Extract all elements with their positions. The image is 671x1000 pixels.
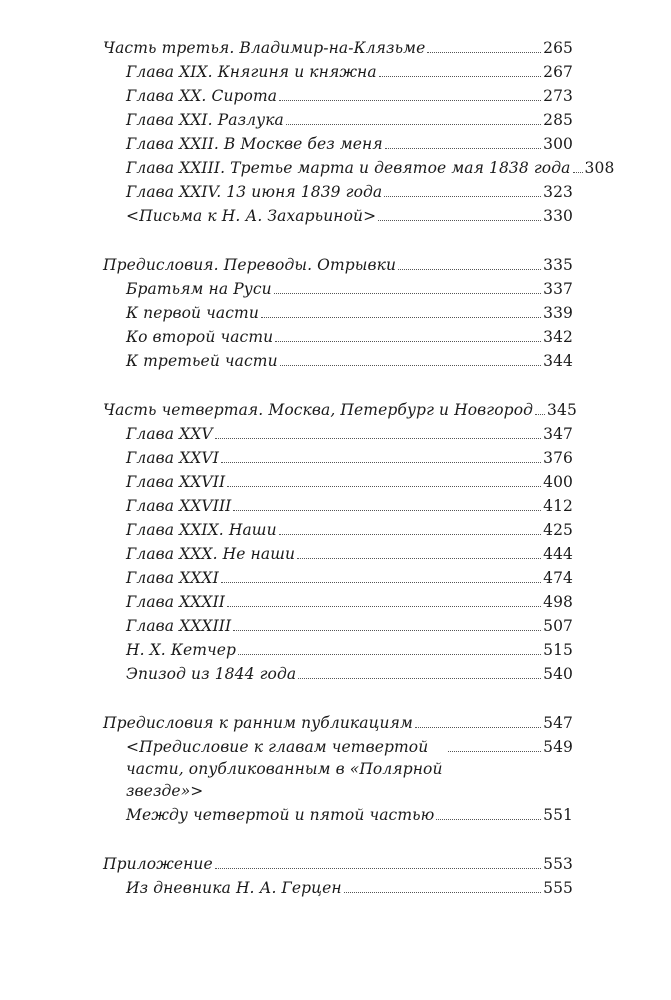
toc-page-number: 412 [543,497,573,515]
toc-entry [103,470,573,494]
dot-leader [215,868,541,869]
toc-entry [103,349,573,373]
toc-page-number: 330 [543,207,573,225]
toc-entry [103,108,573,132]
dot-leader [233,510,541,511]
toc-page-number: 337 [543,280,573,298]
dot-leader [297,558,541,559]
toc-section [103,852,573,900]
toc-page-number: 273 [543,87,573,105]
dot-leader [221,582,541,583]
toc-entry [103,566,573,590]
toc-entry-title: Глава XXIII. Третье марта и девятое мая 1838 года [126,159,571,177]
toc-page-number: 345 [547,401,577,419]
toc-section-heading [103,36,573,60]
dot-leader [280,365,541,366]
toc-page-number: 308 [584,159,615,177]
toc-page-number: 335 [543,256,573,274]
toc-entry-title: Глава XXX. Не наши [126,545,296,563]
toc-entry-title: Глава XXXI [126,569,219,587]
dot-leader [385,148,541,149]
toc-entry-title: Глава XXIX. Наши [126,521,277,539]
toc-entry [103,325,573,349]
toc-entry-title: Глава XXI. Разлука [126,111,284,129]
toc-page-number: 347 [543,425,573,443]
dot-leader [286,124,541,125]
toc-entry [103,803,573,827]
dot-leader [427,52,541,53]
toc-entry-title: Предисловия. Переводы. Отрывки [103,256,397,274]
toc-entry [103,132,573,156]
dot-leader [233,630,541,631]
toc-page-number: 553 [543,855,573,873]
dot-leader [261,317,541,318]
toc-page-number: 540 [543,665,573,683]
dot-leader [535,414,545,415]
toc-page-number: 507 [543,617,573,635]
toc-page-number: 474 [543,569,573,587]
toc-entry-title: Братьям на Руси [126,280,272,298]
toc-entry-title: Глава XIX. Княгиня и княжна [126,63,377,81]
toc-entry-title: Предисловия к ранним публикациям [103,714,413,732]
dot-leader [227,486,541,487]
toc-entry [103,638,573,662]
toc-page-number: 555 [543,879,573,897]
dot-leader [379,76,541,77]
dot-leader [279,100,541,101]
dot-leader [227,606,541,607]
dot-leader [398,269,541,270]
toc-entry-title: <Предисловие к главам четвертой части, опубликованным в «Полярной звезде»> [126,738,443,800]
toc-page-number: 267 [543,63,573,81]
toc-entry [103,156,615,180]
toc-page-number: 344 [543,352,573,370]
dot-leader [215,438,541,439]
toc-page-number: 339 [543,304,573,322]
toc-entry-title: Глава XXIV. 13 июня 1839 года [126,183,383,201]
toc-section-heading [103,711,573,735]
toc-entry-title: Глава XXXII [126,593,226,611]
toc-page-number: 549 [543,738,573,756]
toc-entry-title: Глава XXII. В Москве без меня [126,135,383,153]
dot-leader [344,892,541,893]
toc-entry-title: Часть третья. Владимир-на-Клязьме [103,39,426,57]
toc-entry [103,876,573,900]
toc-entry-title: Часть четвертая. Москва, Петербург и Новгород [103,401,534,419]
toc-entry [103,736,573,802]
toc-entry [103,446,573,470]
toc-entry [103,301,573,325]
toc-page-number: 425 [543,521,573,539]
dot-leader [378,220,541,221]
toc-entry-title: К третьей части [126,352,278,370]
toc-entry-title: Н. Х. Кетчер [126,641,237,659]
dot-leader [384,196,541,197]
dot-leader [274,293,541,294]
toc-section-heading [103,398,577,422]
toc-entry [103,494,573,518]
dot-leader [221,462,541,463]
toc-section [103,398,577,686]
toc-section-heading [103,852,573,876]
toc-page-number: 376 [543,449,573,467]
dot-leader [275,341,541,342]
dot-leader [573,172,583,173]
toc-page-number: 285 [543,111,573,129]
toc-section [103,253,573,373]
toc-entry-title: К первой части [126,304,259,322]
toc-entry [103,204,573,228]
toc-entry [103,542,573,566]
toc-entry-title: Глава XXV [126,425,213,443]
toc-page-number: 551 [543,806,573,824]
toc-entry-title: Из дневника Н. А. Герцен [126,879,342,897]
dot-leader [436,819,541,820]
toc-entry-title: Глава XXVI [126,449,219,467]
toc-entry [103,422,573,446]
toc-entry-title: Эпизод из 1844 года [126,665,297,683]
dot-leader [279,534,541,535]
toc-entry-title: Между четвертой и пятой частью [126,806,435,824]
toc-entry [103,590,573,614]
dot-leader [415,727,541,728]
toc-entry-title: Глава XX. Сирота [126,87,278,105]
toc-page-number: 515 [543,641,573,659]
dot-leader [238,654,541,655]
toc-entry-title: Глава XXXIII [126,617,232,635]
dot-leader [298,678,541,679]
toc-page-number: 323 [543,183,573,201]
toc-page-number: 300 [543,135,573,153]
toc-entry [103,277,573,301]
toc-entry-title: <Письма к Н. А. Захарьиной> [126,207,377,225]
toc-page-number: 342 [543,328,573,346]
table-of-contents [103,36,615,900]
toc-entry-title: Приложение [103,855,213,873]
toc-section [103,711,573,827]
toc-entry-title: Глава XXVIII [126,497,232,515]
dot-leader [448,751,541,752]
toc-page-number: 547 [543,714,573,732]
toc-page-number: 265 [543,39,573,57]
toc-page-number: 444 [543,545,573,563]
toc-section [103,36,615,228]
toc-section-heading [103,253,573,277]
toc-entry-title: Ко второй части [126,328,274,346]
toc-entry [103,180,573,204]
toc-entry [103,84,573,108]
toc-page-number: 498 [543,593,573,611]
toc-page-number: 400 [543,473,573,491]
toc-entry [103,518,573,542]
toc-entry [103,662,573,686]
toc-entry-title: Глава XXVII [126,473,226,491]
toc-entry [103,614,573,638]
toc-entry [103,60,573,84]
